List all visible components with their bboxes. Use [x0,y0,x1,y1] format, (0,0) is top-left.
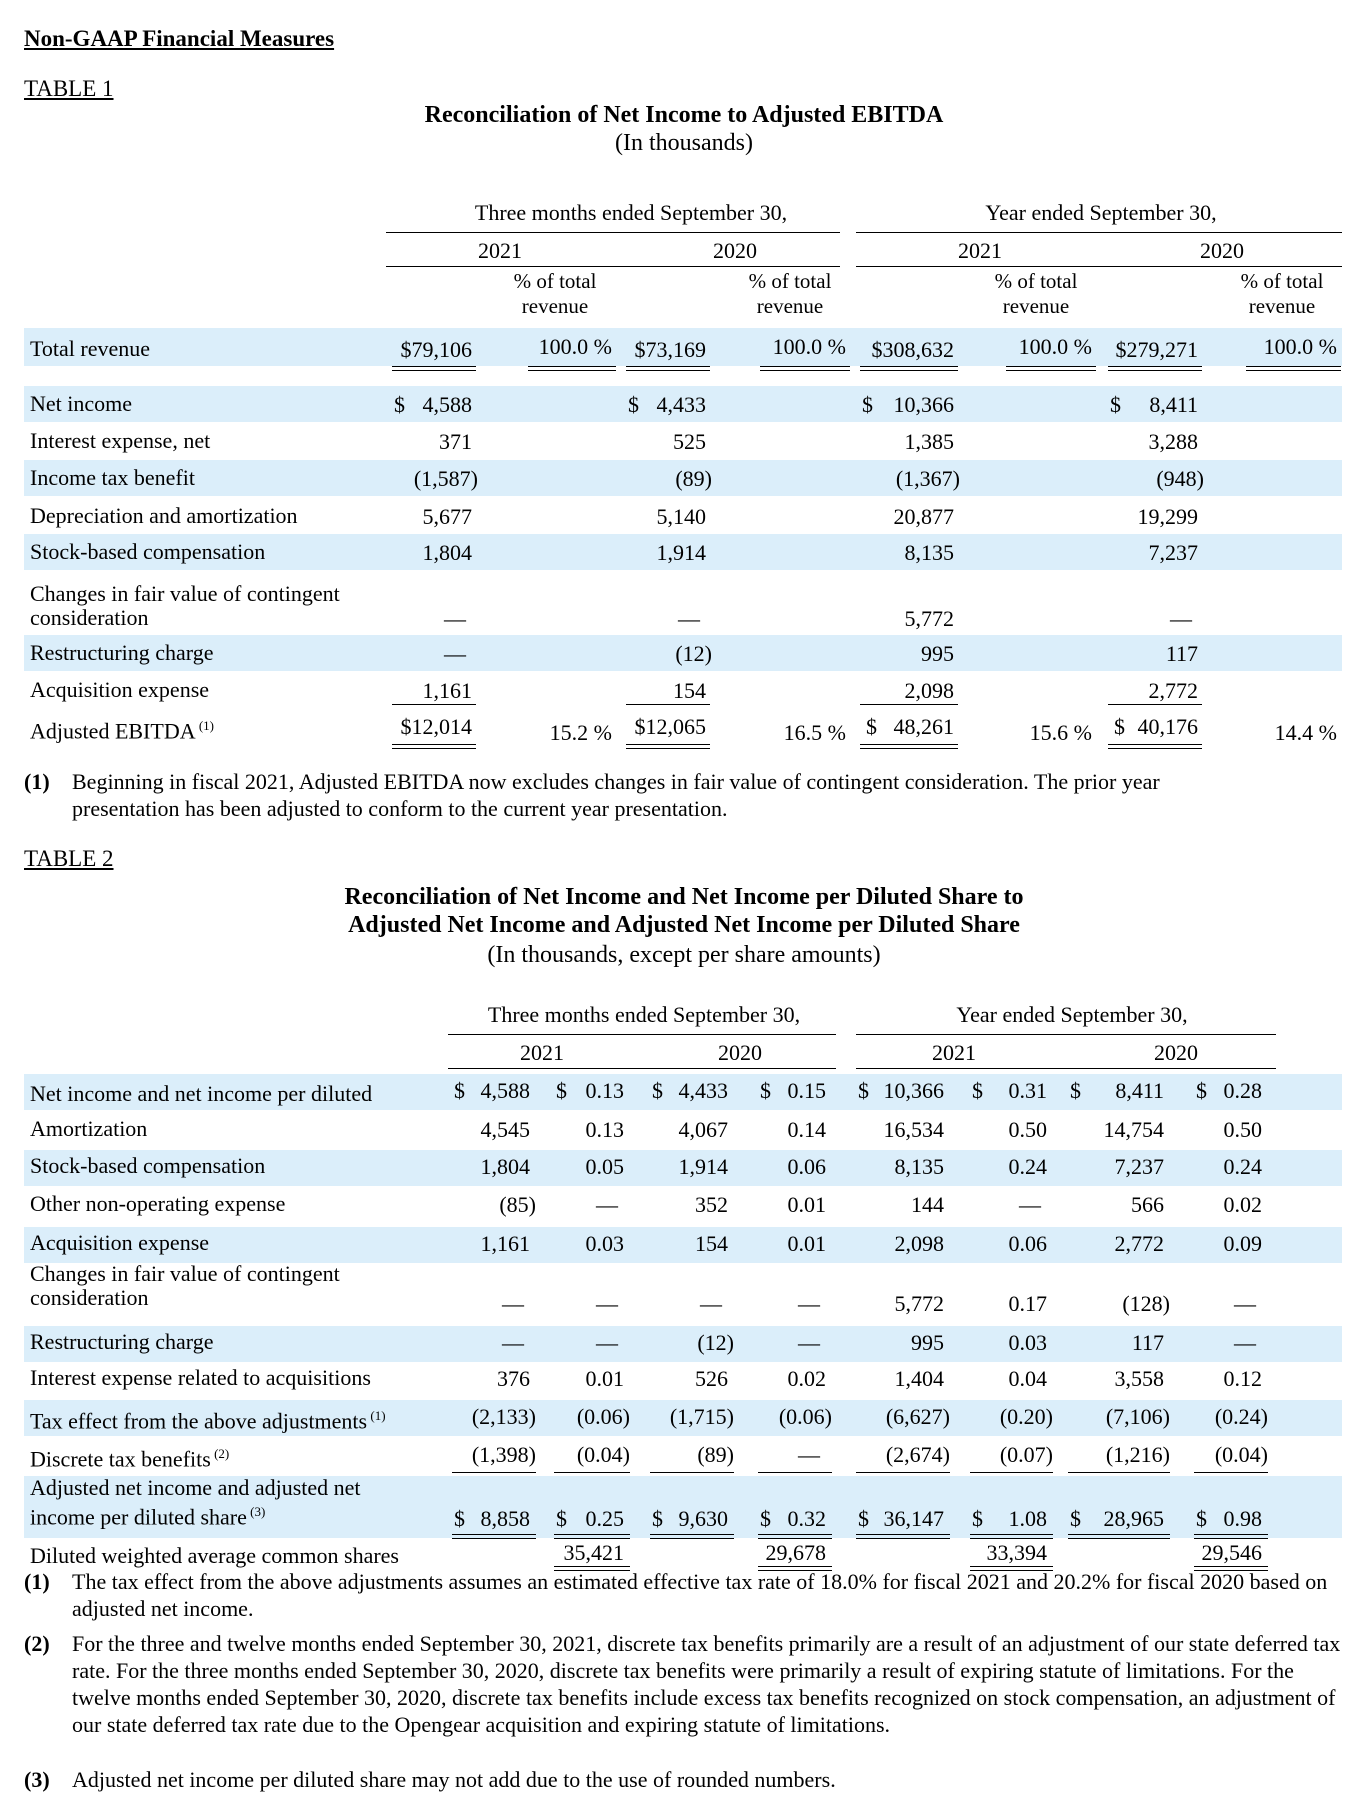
table1-row-label-5: Changes in fair value of contingent consideration [30,581,340,630]
table1-row-5-value-0: — [444,606,466,631]
table1-row-7-value-1: 154 [673,678,706,703]
table2-row-8-value-6: (7,106) [1105,1404,1170,1429]
table1-row-7-value-3: 2,772 [1148,678,1198,703]
table2-row-8-value-1: (0.06) [576,1404,630,1429]
table2-row-6-value-1: — [596,1330,618,1355]
table2-year-underline-1 [640,1068,836,1069]
table2-row-9-value-1: (0.04) [576,1442,630,1467]
table2-row-label-4: Acquisition expense [30,1230,210,1255]
table1-row-6-value-3: 117 [1165,641,1198,666]
table2-adjusted-value-6: $ 28,965 [1070,1506,1164,1531]
table2-row-5-value-2: — [700,1291,722,1316]
table2-row-2-value-4: 8,135 [894,1154,944,1179]
table1-total-revenue-pct-0: 100.0 % [538,334,612,359]
table1-row-6-value-2: 995 [921,641,954,666]
table2-row-5-value-0: — [502,1291,524,1316]
table2-row-1-value-3: 0.14 [787,1117,826,1142]
table2-row-1-value-0: 4,545 [480,1117,530,1142]
table1-period-underline-three [386,232,840,233]
table1-row-1-value-1: 525 [673,429,706,454]
table2-year-underline-0 [448,1068,640,1069]
table2-row-1-value-1: 0.13 [585,1117,624,1142]
table1-row-label-2: Income tax benefit [30,465,195,490]
table1-row-0-value-3: 8,411 [1149,392,1198,417]
table2-discrete-underline-1 [554,1472,630,1473]
table2-row-9-value-6: (1,216) [1105,1442,1170,1467]
table1-pct-header-2: % of total [994,269,1078,293]
table1-adjusted-dline-0 [392,744,476,749]
table2-row-4-value-7: 0.09 [1223,1231,1262,1256]
table2-row-3-value-3: 0.01 [787,1192,826,1217]
table2-row-1-value-6: 14,754 [1103,1117,1164,1142]
table1-row-0-dollar-0: $ [394,392,405,417]
table2-row-7-value-2: 526 [695,1366,728,1391]
table1-adjusted-dline-3 [1108,744,1202,749]
table1-year-1: 2020 [713,238,757,263]
table2-row-label-5: Changes in fair value of contingent consideration [30,1261,340,1310]
table2-row-4-value-3: 0.01 [787,1231,826,1256]
table1-pct-header-3: % of total [1240,269,1324,293]
table1-row-3-value-3: 19,299 [1137,504,1198,529]
table2-row-5-value-4: 5,772 [894,1291,944,1316]
table1-adjusted-dollar-3: $ [1114,714,1125,739]
table2-footnote-text: Adjusted net income per diluted share may not add due to the use of rounded numbers. [72,1767,836,1792]
table1-acq-underline-3 [1108,704,1202,705]
table1-total-revenue-dline-1 [626,366,710,371]
table2-year-underline-3 [1066,1068,1276,1069]
table1-row-label-1: Interest expense, net [30,428,211,453]
table2-row-7-value-5: 0.04 [1008,1366,1047,1391]
table2-row-6-value-2: (12) [697,1330,734,1355]
table1-footnote-number: (1) [24,769,50,794]
table1-row-0-dollar-1: $ [628,392,639,417]
table2-row-1-value-7: 0.50 [1223,1117,1262,1142]
table2-row-4-value-5: 0.06 [1008,1231,1047,1256]
table1-total-revenue-value-0: $79,106 [400,337,472,362]
table2-label: TABLE 2 [24,846,114,871]
table1-footnote-0 [24,768,1344,828]
table2-row-1-value-5: 0.50 [1008,1117,1047,1142]
table2-discrete-underline-2 [650,1472,734,1473]
table1-acq-underline-1 [626,704,710,705]
table1-adjusted-value-3: 40,176 [1137,714,1198,739]
table2-adjusted-dline-5 [970,1534,1053,1539]
table2-period-underline-year [856,1034,1276,1035]
table1-adjusted-dollar-2: $ [866,714,877,739]
table2-discrete-underline-5 [970,1472,1053,1473]
table2-row-6-value-4: 995 [911,1330,944,1355]
table1-row-2-value-0: (1,587) [413,466,478,491]
table2-footnote-text: The tax effect from the above adjustments assumes an estimated effective tax rate of 18.0% for fiscal 2021 and 20.2% for fiscal 2020 based on adjusted net income. [72,1569,1328,1621]
table2-footnote-1 [24,1630,1344,1766]
table1-row-0-dollar-3: $ [1110,392,1121,417]
table2-row-4-value-2: 154 [695,1231,728,1256]
table2-row-2-value-6: 7,237 [1114,1154,1164,1179]
table1-row-1-value-0: 371 [439,429,472,454]
table2-shares-value-2: 33,394 [986,1540,1047,1565]
table2-row-0-value-1: $ 0.13 [556,1078,624,1103]
table2-footnote-number: (1) [24,1569,50,1594]
table1-total-revenue-pct-dline-3 [1246,366,1341,371]
table1-adjusted-dline-2 [860,744,958,749]
table1-adjusted-pct-2: 15.6 % [1029,720,1092,745]
table2-row-0-value-5: $ 0.31 [972,1078,1047,1103]
table1-year-2: 2021 [958,238,1002,263]
table2-row-7-value-7: 0.12 [1223,1366,1262,1391]
table1-row-3-value-2: 20,877 [893,504,954,529]
table1-pct-header-sub-1: revenue [756,294,824,318]
table2-row-1-value-4: 16,534 [883,1117,944,1142]
table2-row-8-value-7: (0.24) [1214,1404,1268,1429]
table2-row-5-value-7: — [1234,1291,1256,1316]
table1-year-underline-0 [386,266,624,267]
table1-row-label-0: Net income [30,391,133,416]
table2-row-label-1: Amortization [30,1116,148,1141]
table2-footnote-number: (2) [24,1631,50,1656]
table2-row-0-value-7: $ 0.28 [1196,1078,1262,1103]
table1-adjusted-value-1: $12,065 [634,714,706,739]
table1-year-0: 2021 [478,238,522,263]
table2-adjusted-dline-2 [650,1534,734,1539]
table2-adjusted-dline-3 [758,1534,832,1539]
table1-pct-header-1: % of total [748,269,832,293]
table2-row-4-value-6: 2,772 [1114,1231,1164,1256]
table1-footnote-text: Beginning in fiscal 2021, Adjusted EBITDA now excludes changes in fair value of contingent consideration. The prior year presentation has been adjusted to conform to the current year presentation. [72,769,1160,821]
table2-period-underline-three [448,1034,836,1035]
page-heading: Non-GAAP Financial Measures [24,26,335,51]
table1-total-revenue-pct-dline-0 [528,366,616,371]
table2-title-line-2: Adjusted Net Income and Adjusted Net Income per Diluted Share [348,912,1020,938]
table2-adjusted-value-4: $ 36,147 [858,1506,944,1531]
table1-row-2-value-3: (948) [1156,466,1204,491]
table1-adjusted-pct-0: 15.2 % [549,720,612,745]
table2-year-1: 2020 [718,1040,762,1065]
table1-row-5-value-2: 5,772 [904,606,954,631]
table1-adjusted-pct-1: 16.5 % [783,720,846,745]
table2-row-label-adjusted: Adjusted net income and adjusted net income per diluted share $^{(3)}$ [30,1475,361,1530]
table2-period-three: Three months ended September 30, [487,1002,801,1027]
table2-subtitle: (In thousands, except per share amounts) [487,942,881,968]
table2-row-0-value-0: $ 4,588 [454,1078,530,1103]
table1-pct-header-0: % of total [513,269,597,293]
table2-row-6-value-5: 0.03 [1008,1330,1047,1355]
table1-acq-underline-0 [392,704,476,705]
table2-adjusted-dline-6 [1068,1534,1170,1539]
table2-footnote-0 [24,1568,1344,1624]
table2-row-6-value-3: — [798,1330,820,1355]
table1-row-4-value-0: 1,804 [422,540,472,565]
table2-row-9-value-4: (2,674) [885,1442,950,1467]
table2-discrete-underline-4 [856,1472,950,1473]
table2-adjusted-dline-7 [1194,1534,1268,1539]
table2-row-8-value-4: (6,627) [885,1404,950,1429]
table2-row-2-value-2: 1,914 [678,1154,728,1179]
table2-row-label-2: Stock-based compensation [30,1153,266,1178]
table1-row-label-adjusted-ebitda: Adjusted EBITDA $^{(1)}$ [30,718,215,744]
table1-row-label-6: Restructuring charge [30,640,214,665]
table2-row-6-value-0: — [502,1330,524,1355]
table2-row-label-9: Discrete tax benefits $^{(2)}$ [30,1446,230,1472]
table2-footnote-text: For the three and twelve months ended September 30, 2021, discrete tax benefits primarily are a result of an adjustment of our state deferred tax rate. For the three months ended September 30, 2020, discrete tax benefits were primarily a result of expiring statute of limitations. For the twelve months ended September 30, 2020, discrete tax benefits include excess tax benefits recognized on stock compensation, an adjustment of our state deferred tax rate due to the Opengear acquisition and expiring statute of limitations. [72,1631,1341,1737]
table2-row-8-value-5: (0.20) [999,1404,1053,1429]
table2-row-5-value-6: (128) [1122,1291,1170,1316]
table1-row-0-dollar-2: $ [862,392,873,417]
table2-row-7-value-1: 0.01 [585,1366,624,1391]
table2-row-0-value-3: $ 0.15 [760,1078,826,1103]
table1-row-5-value-1: — [678,606,700,631]
table1-row-0-value-1: 4,433 [656,392,706,417]
table2-adjusted-value-3: $ 0.32 [760,1506,826,1531]
table2-adjusted-value-0: $ 8,858 [454,1506,530,1531]
table2-shares-value-0: 35,421 [563,1540,624,1565]
table1-row-label-4: Stock-based compensation [30,539,266,564]
table2-row-label-3: Other non-operating expense [30,1191,286,1216]
table2-row-4-value-1: 0.03 [585,1231,624,1256]
table1-total-revenue-value-2: $308,632 [871,337,954,362]
table2-row-9-value-3: — [798,1442,820,1467]
table1-period-underline-year [856,232,1342,233]
table1-row-6-value-0: — [444,641,466,666]
table2-row-5-value-3: — [798,1291,820,1316]
table2-row-9-value-0: (1,398) [471,1442,536,1467]
table1-row-3-value-0: 5,677 [422,504,472,529]
table2-adjusted-value-2: $ 9,630 [652,1506,728,1531]
table2-row-3-value-1: — [596,1192,618,1217]
table1-adjusted-dline-1 [626,744,710,749]
table2-row-2-value-1: 0.05 [585,1154,624,1179]
table2-discrete-underline-7 [1194,1472,1268,1473]
table1-year-underline-1 [624,266,840,267]
table1-total-revenue-pct-3: 100.0 % [1263,334,1337,359]
table2-row-7-value-0: 376 [497,1366,530,1391]
table2-row-5-value-5: 0.17 [1008,1291,1047,1316]
table2-row-3-value-2: 352 [695,1192,728,1217]
table1-year-underline-3 [1104,266,1342,267]
table2-period-year: Year ended September 30, [956,1002,1188,1027]
table1-row-1-value-2: 1,385 [904,429,954,454]
table2-year-3: 2020 [1154,1040,1198,1065]
table1-total-revenue-value-3: $279,271 [1115,337,1198,362]
table2-row-3-value-4: 144 [911,1192,944,1217]
table2-discrete-underline-6 [1068,1472,1170,1473]
table2-row-0-value-2: $ 4,433 [652,1078,728,1103]
table1-pct-header-sub-3: revenue [1248,294,1316,318]
table1-acq-underline-2 [860,704,958,705]
table2-footnote-number: (3) [24,1767,50,1792]
table2-row-7-value-4: 1,404 [894,1366,944,1391]
table1-row-2-value-2: (1,367) [895,466,960,491]
table1-period-year: Year ended September 30, [985,200,1217,225]
table1-total-revenue-dline-0 [392,366,476,371]
table1-row-6-value-1: (12) [675,641,712,666]
table1-total-revenue-pct-2: 100.0 % [1018,334,1092,359]
table2-row-3-value-0: (85) [499,1192,536,1217]
table1-row-label-total-revenue: Total revenue [30,336,151,361]
table2-row-label-7: Interest expense related to acquisitions [30,1365,371,1390]
table2-shares-value-3: 29,546 [1201,1540,1262,1565]
table2-adjusted-dline-1 [554,1534,630,1539]
table2-adjusted-value-5: $ 1.08 [972,1506,1047,1531]
table1-year-3: 2020 [1200,238,1244,263]
table2-year-2: 2021 [932,1040,976,1065]
table1-row-3-value-1: 5,140 [656,504,706,529]
table2-row-label-shares: Diluted weighted average common shares [30,1543,399,1568]
table1-adjusted-value-2: 48,261 [893,714,954,739]
table1-subtitle: (In thousands) [615,130,753,156]
table2-row-2-value-5: 0.24 [1008,1154,1047,1179]
table2-row-label-8: Tax effect from the above adjustments $^{(1)}$ [30,1408,386,1434]
table1-adjusted-value-0: $12,014 [400,714,472,739]
table1-row-4-value-1: 1,914 [656,540,706,565]
table1-total-revenue-value-1: $73,169 [634,337,706,362]
table2-row-9-value-2: (89) [697,1442,734,1467]
table2-row-label-0: Net income and net income per diluted [30,1081,373,1106]
table1-period-three: Three months ended September 30, [474,200,788,225]
table2-title-line-1: Reconciliation of Net Income and Net Income per Diluted Share to [344,884,1024,910]
table2-row-6-value-6: 117 [1131,1330,1164,1355]
table2-row-5-value-1: — [596,1291,618,1316]
table2-footnote-2 [24,1766,1344,1794]
table2-adjusted-dline-4 [856,1534,950,1539]
table2-row-9-value-5: (0.07) [999,1442,1053,1467]
table2-row-3-value-5: — [1019,1192,1041,1217]
table2-discrete-underline-3 [758,1472,832,1473]
table1-row-5-value-3: — [1170,606,1192,631]
table2-row-8-value-2: (1,715) [669,1404,734,1429]
table2-row-9-value-7: (0.04) [1214,1442,1268,1467]
table1-row-0-value-2: 10,366 [893,392,954,417]
table2-adjusted-value-1: $ 0.25 [556,1506,624,1531]
table2-row-0-value-4: $ 10,366 [858,1078,944,1103]
table1-row-1-value-3: 3,288 [1148,429,1198,454]
table2-row-2-value-7: 0.24 [1223,1154,1262,1179]
table1-row-4-value-3: 7,237 [1148,540,1198,565]
table2-year-0: 2021 [520,1040,564,1065]
table1-row-7-value-0: 1,161 [422,678,472,703]
table2-adjusted-dline-0 [452,1534,536,1539]
table1-total-revenue-pct-1: 100.0 % [772,334,846,359]
table2-row-label-6: Restructuring charge [30,1329,214,1354]
table1-label: TABLE 1 [24,76,114,101]
table1-pct-header-sub-0: revenue [521,294,589,318]
table1-total-revenue-dline-2 [860,366,958,371]
table1-total-revenue-pct-dline-1 [760,366,850,371]
table2-row-0-value-6: $ 8,411 [1070,1078,1164,1103]
table2-row-8-value-3: (0.06) [778,1404,832,1429]
table2-row-4-value-4: 2,098 [894,1231,944,1256]
table2-row-1-value-2: 4,067 [678,1117,728,1142]
table2-row-3-value-6: 566 [1131,1192,1164,1217]
table2-year-underline-2 [856,1068,1066,1069]
table2-row-2-value-3: 0.06 [787,1154,826,1179]
table2-row-2-value-0: 1,804 [480,1154,530,1179]
table1-pct-header-sub-2: revenue [1002,294,1070,318]
table1-row-7-value-2: 2,098 [904,678,954,703]
table1-row-4-value-2: 8,135 [904,540,954,565]
table1-total-revenue-pct-dline-2 [1006,366,1096,371]
table1-adjusted-pct-3: 14.4 % [1274,720,1337,745]
table1-row-0-value-0: 4,588 [422,392,472,417]
table1-row-label-7: Acquisition expense [30,677,210,702]
table2-row-3-value-7: 0.02 [1223,1192,1262,1217]
table2-row-7-value-3: 0.02 [787,1366,826,1391]
table2-row-4-value-0: 1,161 [480,1231,530,1256]
table1-year-underline-2 [856,266,1104,267]
table1-title: Reconciliation of Net Income to Adjusted EBITDA [424,102,944,128]
table1-total-revenue-dline-3 [1108,366,1202,371]
table2-row-6-value-7: — [1234,1330,1256,1355]
table1-row-2-value-1: (89) [675,466,712,491]
table2-row-8-value-0: (2,133) [471,1404,536,1429]
table2-discrete-underline-0 [452,1472,536,1473]
table1-row-label-3: Depreciation and amortization [30,503,298,528]
table2-adjusted-value-7: $ 0.98 [1196,1506,1262,1531]
table2-row-7-value-6: 3,558 [1114,1366,1164,1391]
table2-shares-value-1: 29,678 [765,1540,826,1565]
